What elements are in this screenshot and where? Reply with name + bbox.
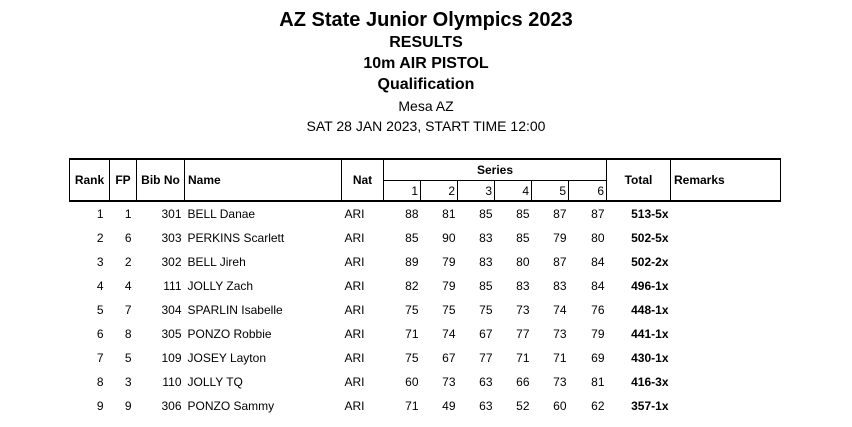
series-score-cell: 90	[442, 231, 456, 245]
series-number: 5	[532, 181, 569, 202]
total-cell: 496-1x	[631, 279, 669, 293]
series-score-cell: 76	[591, 303, 605, 317]
remarks-cell	[671, 226, 781, 250]
remarks-cell	[671, 322, 781, 346]
series-score-cell: 85	[516, 231, 530, 245]
series-score-cell: 80	[591, 231, 605, 245]
fp-cell: 2	[124, 255, 132, 269]
series-score-cell: 74	[553, 303, 567, 317]
bib-cell: 305	[161, 327, 182, 341]
bib-cell: 303	[161, 231, 182, 245]
series-score-cell: 66	[516, 375, 530, 389]
fp-cell: 1	[124, 207, 132, 221]
table-row	[70, 394, 781, 418]
series-score-cell: 79	[591, 327, 605, 341]
series-score-cell: 79	[442, 279, 456, 293]
rank-cell: 3	[96, 255, 104, 269]
series-number: 2	[421, 181, 458, 202]
series-score-cell: 62	[591, 399, 605, 413]
total-cell: 448-1x	[631, 303, 669, 317]
athlete-name-cell: JOLLY TQ	[187, 375, 243, 389]
col-remarks: Remarks	[671, 159, 781, 201]
remarks-cell	[671, 274, 781, 298]
total-cell: 502-5x	[631, 231, 669, 245]
series-score-cell: 81	[591, 375, 605, 389]
series-score-cell: 75	[479, 303, 493, 317]
series-score-cell: 84	[591, 279, 605, 293]
total-cell: 513-5x	[631, 207, 669, 221]
rank-cell: 2	[96, 231, 104, 245]
series-score-cell: 84	[591, 255, 605, 269]
date-time: SAT 28 JAN 2023, START TIME 12:00	[306, 118, 546, 134]
series-score-cell: 80	[516, 255, 530, 269]
series-score-cell: 81	[442, 207, 456, 221]
col-series: Series	[384, 159, 607, 181]
remarks-cell	[671, 201, 781, 226]
nat-cell: ARI	[344, 255, 365, 269]
series-score-cell: 79	[442, 255, 456, 269]
nat-cell: ARI	[344, 327, 365, 341]
col-fp: FP	[110, 159, 137, 201]
col-rank: Rank	[70, 159, 110, 201]
bib-cell: 301	[161, 207, 182, 221]
nat-cell: ARI	[344, 399, 365, 413]
series-score-cell: 88	[405, 207, 419, 221]
athlete-name-cell: PONZO Robbie	[187, 327, 272, 341]
remarks-cell	[671, 394, 781, 418]
table-row	[70, 322, 781, 346]
bib-cell: 304	[161, 303, 182, 317]
series-score-cell: 77	[516, 327, 530, 341]
series-score-cell: 87	[591, 207, 605, 221]
total-cell: 441-1x	[631, 327, 669, 341]
series-score-cell: 83	[479, 231, 493, 245]
series-score-cell: 87	[553, 207, 567, 221]
remarks-cell	[671, 370, 781, 394]
series-score-cell: 85	[479, 207, 493, 221]
fp-cell: 6	[124, 231, 132, 245]
series-score-cell: 67	[479, 327, 493, 341]
location: Mesa AZ	[398, 98, 454, 114]
series-score-cell: 89	[405, 255, 419, 269]
series-score-cell: 71	[553, 351, 567, 365]
col-bib: Bib No	[137, 159, 185, 201]
table-row	[70, 201, 781, 226]
nat-cell: ARI	[344, 231, 365, 245]
athlete-name-cell: BELL Jireh	[187, 255, 246, 269]
series-score-cell: 83	[479, 255, 493, 269]
series-number: 4	[495, 181, 532, 202]
event-name: 10m AIR PISTOL	[363, 55, 489, 72]
series-number: 1	[384, 181, 421, 202]
bib-cell: 110	[162, 375, 182, 389]
rank-cell: 1	[96, 207, 104, 221]
remarks-cell	[671, 250, 781, 274]
series-score-cell: 87	[553, 255, 567, 269]
series-score-cell: 75	[442, 303, 456, 317]
phase-name: Qualification	[377, 76, 475, 93]
series-score-cell: 73	[516, 303, 530, 317]
series-score-cell: 73	[553, 375, 567, 389]
series-score-cell: 75	[405, 303, 419, 317]
athlete-name-cell: JOSEY Layton	[187, 351, 266, 365]
results-header	[0, 8, 852, 136]
remarks-cell	[671, 346, 781, 370]
series-score-cell: 71	[405, 327, 419, 341]
col-nat: Nat	[342, 159, 384, 201]
table-row	[70, 298, 781, 322]
series-score-cell: 60	[405, 375, 419, 389]
table-row	[70, 274, 781, 298]
fp-cell: 8	[124, 327, 132, 341]
nat-cell: ARI	[344, 375, 365, 389]
series-score-cell: 74	[442, 327, 456, 341]
total-cell: 430-1x	[631, 351, 669, 365]
rank-cell: 4	[96, 279, 104, 293]
bib-cell: 111	[163, 279, 182, 293]
series-number: 3	[458, 181, 495, 202]
fp-cell: 7	[124, 303, 132, 317]
results-heading: RESULTS	[389, 34, 463, 51]
series-score-cell: 49	[442, 399, 456, 413]
col-name: Name	[185, 159, 342, 201]
fp-cell: 5	[124, 351, 132, 365]
series-score-cell: 60	[553, 399, 567, 413]
total-cell: 502-2x	[631, 255, 669, 269]
nat-cell: ARI	[344, 303, 365, 317]
results-table	[69, 158, 781, 418]
rank-cell: 6	[96, 327, 104, 341]
col-total: Total	[607, 159, 671, 201]
series-score-cell: 73	[553, 327, 567, 341]
bib-cell: 109	[161, 351, 182, 365]
series-score-cell: 82	[405, 279, 419, 293]
rank-cell: 8	[96, 375, 104, 389]
series-score-cell: 85	[405, 231, 419, 245]
series-score-cell: 83	[516, 279, 530, 293]
series-score-cell: 67	[442, 351, 456, 365]
athlete-name-cell: SPARLIN Isabelle	[187, 303, 283, 317]
series-score-cell: 77	[479, 351, 493, 365]
series-score-cell: 71	[405, 399, 419, 413]
series-number: 6	[569, 181, 607, 202]
nat-cell: ARI	[344, 351, 365, 365]
results-body	[70, 201, 781, 418]
total-cell: 357-1x	[631, 399, 669, 413]
rank-cell: 9	[96, 399, 104, 413]
header-row	[70, 159, 781, 181]
series-score-cell: 85	[516, 207, 530, 221]
bib-cell: 302	[161, 255, 182, 269]
series-score-cell: 85	[479, 279, 493, 293]
series-score-cell: 52	[516, 399, 530, 413]
competition-title: AZ State Junior Olympics 2023	[279, 9, 573, 31]
series-score-cell: 75	[405, 351, 419, 365]
rank-cell: 7	[96, 351, 104, 365]
series-score-cell: 69	[591, 351, 605, 365]
nat-cell: ARI	[344, 207, 365, 221]
bib-cell: 306	[161, 399, 182, 413]
table-row	[70, 370, 781, 394]
total-cell: 416-3x	[631, 375, 669, 389]
athlete-name-cell: JOLLY Zach	[187, 279, 254, 293]
table-row	[70, 346, 781, 370]
series-score-cell: 71	[516, 351, 530, 365]
series-score-cell: 73	[442, 375, 456, 389]
athlete-name-cell: PONZO Sammy	[187, 399, 275, 413]
table-row	[70, 250, 781, 274]
fp-cell: 9	[124, 399, 132, 413]
athlete-name-cell: PERKINS Scarlett	[187, 231, 285, 245]
series-score-cell: 63	[479, 399, 493, 413]
series-score-cell: 63	[479, 375, 493, 389]
nat-cell: ARI	[344, 279, 365, 293]
table-row	[70, 226, 781, 250]
fp-cell: 3	[124, 375, 132, 389]
series-score-cell: 79	[553, 231, 567, 245]
series-score-cell: 83	[553, 279, 567, 293]
fp-cell: 4	[124, 279, 132, 293]
athlete-name-cell: BELL Danae	[187, 207, 256, 221]
rank-cell: 5	[96, 303, 104, 317]
remarks-cell	[671, 298, 781, 322]
